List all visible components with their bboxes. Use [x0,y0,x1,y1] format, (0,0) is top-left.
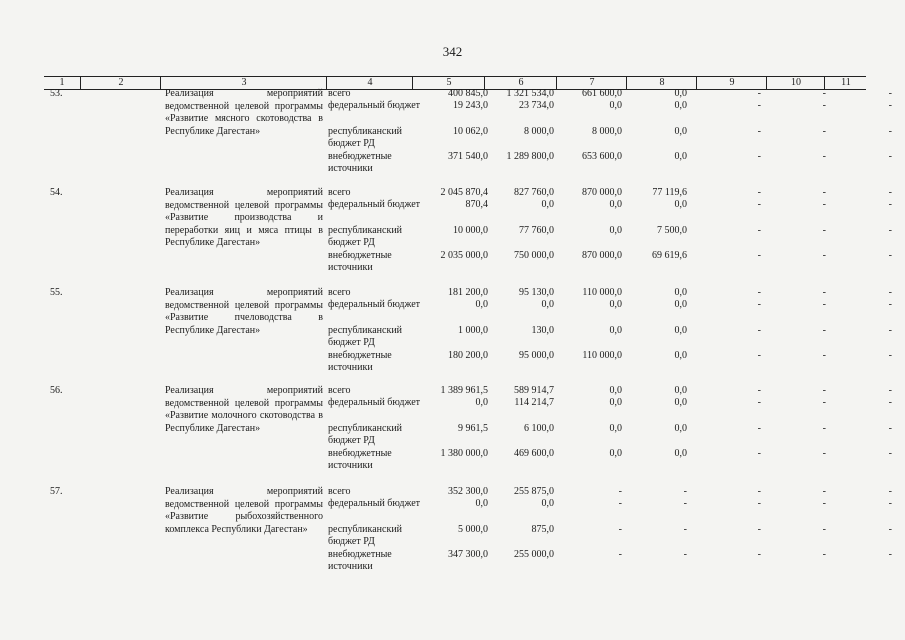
value-col-5: 352 300,0 [448,486,488,497]
value-col-8: - [683,498,687,509]
value-col-9: - [757,151,761,162]
value-col-9: - [757,385,761,396]
value-col-9: - [757,549,761,560]
value-col-9: - [757,199,761,210]
value-col-11: - [888,486,892,497]
value-col-9: - [757,448,761,459]
value-col-8: 0,0 [674,100,687,111]
value-col-7: 0,0 [609,397,622,408]
value-col-9: - [757,100,761,111]
value-col-5: 0,0 [475,498,488,509]
value-col-7: 8 000,0 [592,126,622,137]
row-number: 55. [50,287,63,298]
funding-source: всего [328,385,351,396]
value-col-5: 1 380 000,0 [440,448,488,459]
value-col-10: - [822,498,826,509]
value-col-11: - [888,151,892,162]
value-col-8: 0,0 [674,299,687,310]
value-col-10: - [822,151,826,162]
funding-source: федеральный бюджет [328,199,421,210]
value-col-10: - [822,187,826,198]
value-col-11: - [888,88,892,99]
row-number: 53. [50,88,63,99]
value-col-7: 870 000,0 [582,250,622,261]
value-col-8: 0,0 [674,397,687,408]
value-col-7: 0,0 [609,199,622,210]
value-col-8: - [683,486,687,497]
value-col-8: 0,0 [674,350,687,361]
value-col-6: 875,0 [531,524,554,535]
value-col-6: 77 760,0 [519,225,554,236]
value-col-10: - [822,448,826,459]
value-col-6: 827 760,0 [514,187,554,198]
header-cell-6: 6 [484,77,557,89]
value-col-6: 469 600,0 [514,448,554,459]
page-number: 342 [442,44,463,59]
value-col-6: 23 734,0 [519,100,554,111]
header-cell-9: 9 [696,77,767,89]
value-col-5: 2 035 000,0 [440,250,488,261]
value-col-9: - [757,126,761,137]
value-col-11: - [888,287,892,298]
value-col-5: 19 243,0 [453,100,488,111]
funding-source: внебюджетные источники [328,350,392,373]
funding-source: внебюджетные источники [328,250,392,273]
row-number: 56. [50,385,63,396]
row-number: 57. [50,486,63,497]
measure-title: Реализация мероприятий ведомственной целевой программы «Развитие рыбохозяйственного комплекса Республики Дагестан» [165,486,323,535]
funding-source: всего [328,187,351,198]
header-cell-10: 10 [766,77,825,89]
funding-source: внебюджетные источники [328,151,392,174]
value-col-7: - [618,498,622,509]
value-col-8: 0,0 [674,126,687,137]
value-col-11: - [888,350,892,361]
value-col-11: - [888,448,892,459]
funding-source: республиканский бюджет РД [328,524,403,547]
value-col-5: 400 845,0 [448,88,488,99]
value-col-6: 114 214,7 [514,397,554,408]
value-col-8: 7 500,0 [657,225,687,236]
value-col-10: - [822,250,826,261]
funding-source: федеральный бюджет [328,498,421,509]
value-col-9: - [757,187,761,198]
value-col-8: - [683,524,687,535]
funding-source: федеральный бюджет [328,397,421,408]
value-col-10: - [822,299,826,310]
value-col-6: 1 289 800,0 [506,151,554,162]
header-cell-3: 3 [160,77,327,89]
header-cell-7: 7 [556,77,627,89]
value-col-5: 870,4 [465,199,488,210]
value-col-7: 870 000,0 [582,187,622,198]
value-col-6: 750 000,0 [514,250,554,261]
value-col-11: - [888,199,892,210]
value-col-6: 130,0 [531,325,554,336]
value-col-7: 0,0 [609,325,622,336]
value-col-5: 181 200,0 [448,287,488,298]
funding-source: внебюджетные источники [328,549,392,572]
value-col-11: - [888,385,892,396]
value-col-5: 347 300,0 [448,549,488,560]
value-col-11: - [888,299,892,310]
value-col-6: 589 914,7 [514,385,554,396]
funding-source: республиканский бюджет РД [328,126,403,149]
funding-source: республиканский бюджет РД [328,225,403,248]
value-col-7: 0,0 [609,225,622,236]
value-col-6: 255 875,0 [514,486,554,497]
value-col-6: 0,0 [541,498,554,509]
value-col-9: - [757,524,761,535]
value-col-7: 661 600,0 [582,88,622,99]
value-col-8: 77 119,6 [652,187,687,198]
header-cell-8: 8 [626,77,697,89]
value-col-7: 653 600,0 [582,151,622,162]
value-col-9: - [757,423,761,434]
value-col-5: 371 540,0 [448,151,488,162]
value-col-11: - [888,397,892,408]
value-col-6: 95 130,0 [519,287,554,298]
value-col-5: 10 062,0 [453,126,488,137]
measure-title: Реализация мероприятий ведомственной целевой программы «Развитие производства и переработки яиц и мяса птицы в Республике Дагестан» [165,187,323,248]
value-col-10: - [822,397,826,408]
value-col-7: - [618,524,622,535]
value-col-7: 0,0 [609,448,622,459]
value-col-10: - [822,287,826,298]
funding-source: республиканский бюджет РД [328,325,403,348]
funding-source: всего [328,88,351,99]
value-col-6: 0,0 [541,199,554,210]
funding-source: федеральный бюджет [328,299,421,310]
value-col-10: - [822,225,826,236]
value-col-9: - [757,225,761,236]
funding-source: всего [328,287,351,298]
value-col-6: 6 100,0 [524,423,554,434]
value-col-11: - [888,250,892,261]
value-col-5: 0,0 [475,397,488,408]
value-col-7: 0,0 [609,385,622,396]
value-col-11: - [888,126,892,137]
funding-source: республиканский бюджет РД [328,423,403,446]
value-col-9: - [757,88,761,99]
value-col-7: 0,0 [609,299,622,310]
value-col-5: 0,0 [475,299,488,310]
value-col-8: 0,0 [674,385,687,396]
value-col-8: 0,0 [674,325,687,336]
value-col-10: - [822,350,826,361]
header-cell-11: 11 [824,77,867,89]
value-col-11: - [888,100,892,111]
value-col-7: 110 000,0 [582,350,622,361]
header-cell-2: 2 [80,77,161,89]
value-col-9: - [757,287,761,298]
value-col-9: - [757,250,761,261]
value-col-10: - [822,126,826,137]
value-col-9: - [757,325,761,336]
value-col-9: - [757,299,761,310]
header-cell-4: 4 [326,77,413,89]
value-col-5: 5 000,0 [458,524,488,535]
value-col-10: - [822,423,826,434]
value-col-8: 0,0 [674,88,687,99]
value-col-8: 0,0 [674,199,687,210]
value-col-9: - [757,498,761,509]
value-col-10: - [822,100,826,111]
funding-source: федеральный бюджет [328,100,421,111]
value-col-5: 10 000,0 [453,225,488,236]
value-col-10: - [822,524,826,535]
value-col-11: - [888,187,892,198]
value-col-10: - [822,549,826,560]
value-col-11: - [888,325,892,336]
value-col-7: 0,0 [609,100,622,111]
value-col-11: - [888,498,892,509]
value-col-10: - [822,88,826,99]
value-col-5: 2 045 870,4 [440,187,488,198]
value-col-10: - [822,199,826,210]
value-col-8: 0,0 [674,151,687,162]
value-col-9: - [757,350,761,361]
value-col-7: - [618,486,622,497]
value-col-7: - [618,549,622,560]
header-cell-5: 5 [412,77,485,89]
value-col-8: 69 619,6 [652,250,687,261]
value-col-11: - [888,549,892,560]
value-col-5: 1 000,0 [458,325,488,336]
row-number: 54. [50,187,63,198]
value-col-6: 95 000,0 [519,350,554,361]
funding-source: всего [328,486,351,497]
value-col-7: 0,0 [609,423,622,434]
value-col-9: - [757,486,761,497]
value-col-6: 1 321 534,0 [506,88,554,99]
value-col-6: 8 000,0 [524,126,554,137]
value-col-10: - [822,486,826,497]
measure-title: Реализация мероприятий ведомственной целевой программы «Развитие мясного скотоводства в Республике Дагестан» [165,88,323,137]
funding-source: внебюджетные источники [328,448,392,471]
value-col-11: - [888,423,892,434]
value-col-5: 9 961,5 [458,423,488,434]
measure-title: Реализация мероприятий ведомственной целевой программы «Развитие пчеловодства в Республике Дагестан» [165,287,323,336]
value-col-9: - [757,397,761,408]
value-col-8: 0,0 [674,448,687,459]
value-col-7: 110 000,0 [582,287,622,298]
value-col-10: - [822,385,826,396]
value-col-5: 1 389 961,5 [440,385,488,396]
value-col-5: 180 200,0 [448,350,488,361]
value-col-11: - [888,225,892,236]
value-col-8: 0,0 [674,423,687,434]
value-col-11: - [888,524,892,535]
value-col-6: 255 000,0 [514,549,554,560]
value-col-10: - [822,325,826,336]
measure-title: Реализация мероприятий ведомственной целевой программы «Развитие молочного скотоводства в Республике Дагестан» [165,385,323,434]
value-col-8: - [683,549,687,560]
header-cell-1: 1 [59,77,65,88]
value-col-8: 0,0 [674,287,687,298]
value-col-6: 0,0 [541,299,554,310]
